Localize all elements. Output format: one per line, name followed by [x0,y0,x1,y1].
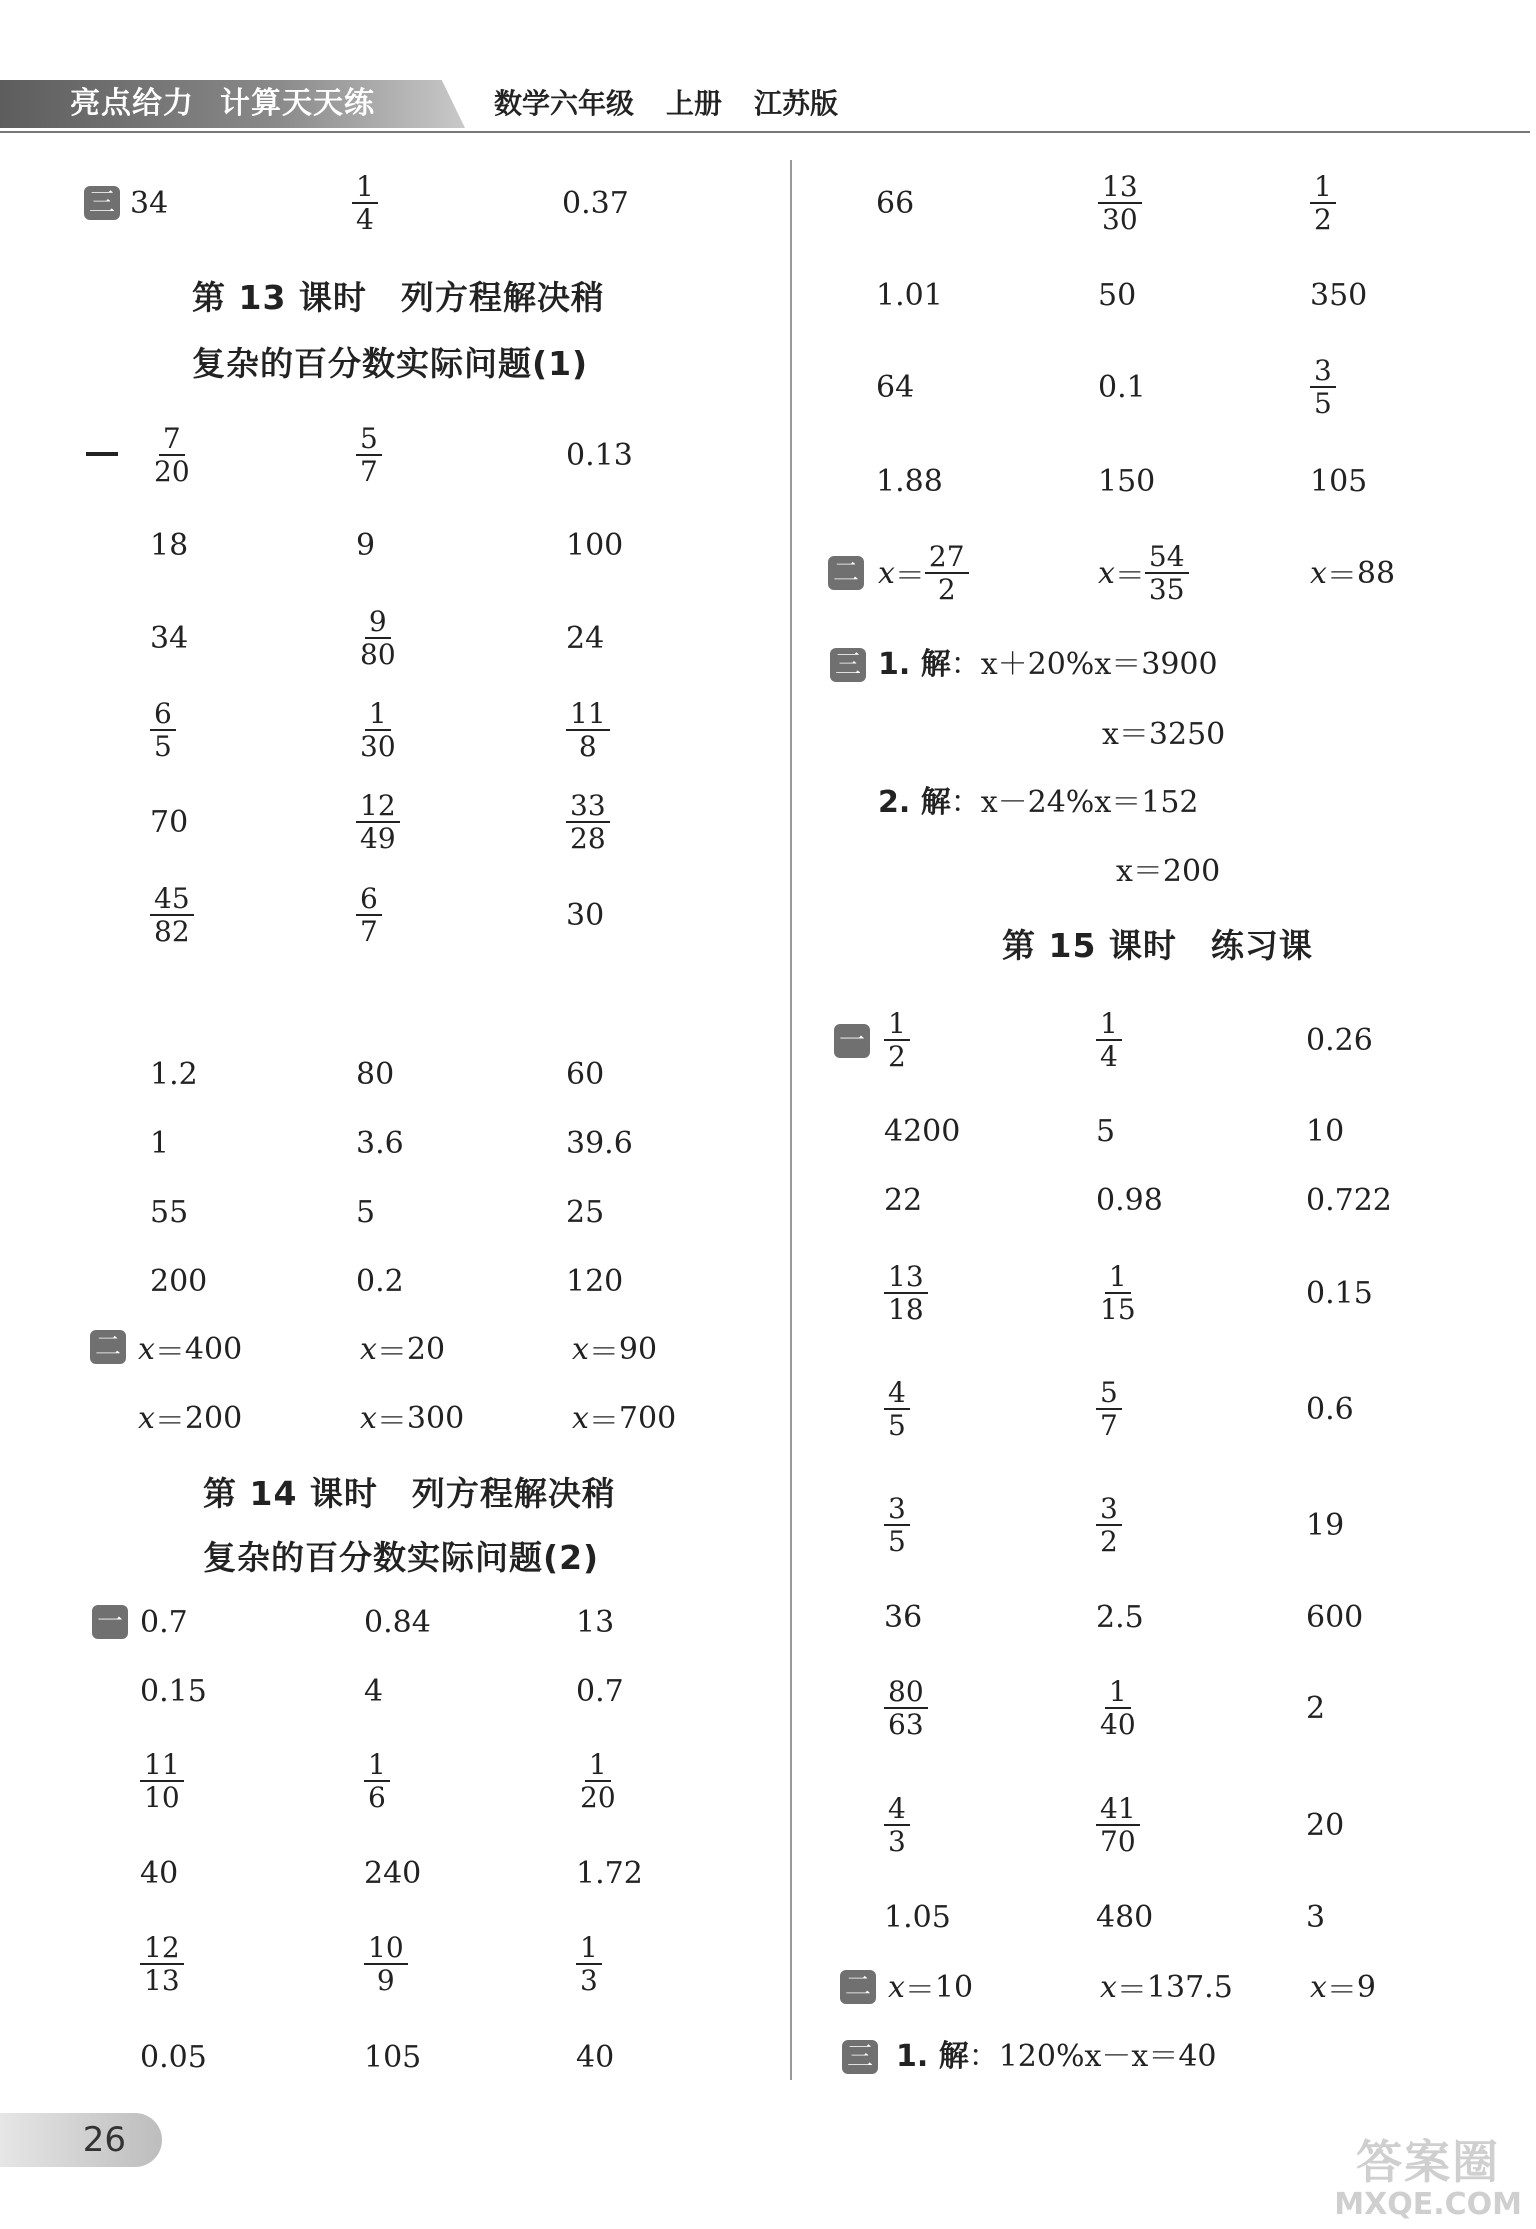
lesson14-title-line1: 第 14 课时 列方程解决稍 [203,1474,616,1513]
answer-cell: 480 [1096,1899,1154,1935]
fraction [884,1008,910,1073]
section-badge-san-prev: 三 [84,186,120,220]
denominator: 7 [1100,1409,1118,1442]
denominator: 30 [360,730,396,763]
fraction [1310,171,1336,236]
answer-cell [1096,1374,1122,1444]
numerator: 1 [585,1749,611,1782]
numerator: 5 [1096,1377,1122,1410]
denominator: 8 [578,730,597,763]
fraction [1098,171,1142,236]
variable: x [138,1331,155,1367]
watermark [1334,2137,1522,2221]
answer-cell: 70 [150,804,189,840]
denominator: 35 [1148,573,1185,606]
value: 10 [934,1969,974,2005]
answer-cell: 34 [130,185,169,221]
lesson14-problem2-solution: x＝200 [1116,854,1221,889]
answer-cell: 0.26 [1306,1022,1373,1058]
equals-sign: ＝ [1326,1973,1357,2008]
answer-cell: 0.84 [364,1604,431,1640]
answer-cell: 0.2 [356,1263,404,1299]
fraction [356,883,382,948]
numerator: 4 [884,1377,910,1410]
answer-cell: 1.05 [884,1899,951,1935]
answer-cell: 0.98 [1096,1182,1163,1218]
lesson13-title-line2: 复杂的百分数实际问题(1) [192,344,589,383]
denominator: 82 [154,915,190,948]
answer-cell: 105 [1310,463,1368,499]
lesson14-part1-badge: 一 [92,1605,128,1639]
answer-cell [356,603,400,673]
fraction [1096,1676,1140,1741]
answer-cell [1096,1258,1140,1328]
answer-cell: 1.88 [876,463,943,499]
value: 20 [406,1331,446,1367]
denominator: 49 [360,822,396,855]
answer-cell: 0.7 [576,1673,624,1709]
answer-cell [884,1374,910,1444]
answer-cell: 3 [1306,1899,1326,1935]
variable: x [1100,1969,1117,2005]
equals-sign: ＝ [1116,1973,1147,2008]
variable: x [1310,555,1327,591]
fraction [884,1676,928,1741]
answer-row [0,1258,1536,1328]
fraction [884,1261,928,1326]
lesson15-part3-badge: 三 [842,2040,878,2074]
answer-cell: 24 [566,620,605,656]
answer-cell: 0.15 [140,1673,207,1709]
header-brand [70,84,375,124]
numerator: 1 [364,1749,390,1782]
answer-cell: 1 [150,1125,170,1161]
numerator: 1 [884,1008,910,1041]
denominator: 3 [580,1964,598,1997]
answer-cell: 34 [150,620,189,656]
fraction [1096,1493,1122,1558]
answer-cell: 120 [566,1263,624,1299]
answer-row [0,446,1536,516]
variable: x [360,1331,377,1367]
answer-row [0,1882,1536,1952]
answer-row [0,260,1536,330]
numerator: 27 [925,541,969,574]
variable: x [572,1400,589,1436]
answer-cell: 0.13 [566,437,633,473]
fraction [1145,541,1189,606]
denominator: 40 [1100,1708,1136,1741]
denominator: 63 [888,1708,924,1741]
brand-name: 亮点给力 [70,86,194,121]
denominator: 20 [154,455,190,488]
denominator: 9 [376,1964,395,1997]
answer-row [0,1374,1536,1444]
answer-row [0,1490,1536,1560]
numerator: 1 [352,171,378,204]
answer-row [0,1165,1536,1235]
answer-cell [566,787,610,857]
answer-cell: 150 [1098,463,1156,499]
equals-sign: ＝ [376,1404,407,1439]
answer-cell: 0.6 [1306,1391,1354,1427]
numerator: 10 [364,1932,408,1965]
answer-cell: 5 [356,1194,376,1230]
numerator: 1 [365,698,391,731]
problem1-label: 1. 解 [878,647,951,682]
answer-cell [1096,1673,1140,1743]
equals-sign: ＝ [588,1335,619,1370]
denominator: 2 [1314,203,1332,236]
answer-cell [878,538,969,608]
answer-cell: 1.72 [576,1855,643,1891]
answer-cell: 200 [150,1263,208,1299]
answer-row [0,1673,1536,1743]
answer-cell [1100,1952,1233,2022]
answer-cell [1096,1005,1122,1075]
lesson14-title-line2: 复杂的百分数实际问题(2) [203,1538,600,1577]
numerator: 11 [566,698,610,731]
value: 9 [1356,1969,1377,2005]
value: 700 [618,1400,677,1436]
answer-cell: 36 [884,1599,923,1635]
watermark-line2: MXQE.COM [1334,2187,1522,2222]
numerator: 3 [884,1493,910,1526]
answer-cell: 20 [1306,1807,1345,1843]
answer-cell: 350 [1310,277,1368,313]
answer-cell: 0.15 [1306,1275,1373,1311]
answer-cell [884,1005,910,1075]
variable: x [1310,1969,1327,2005]
problem2-label: 2. 解 [878,785,951,820]
answer-cell [1310,1952,1376,2022]
denominator: 13 [144,1964,180,1997]
fraction [356,698,400,763]
fraction [884,1493,910,1558]
answer-row [0,352,1536,422]
answer-cell: 13 [576,1604,615,1640]
numerator: 3 [1096,1493,1122,1526]
lesson14-part2-badge: 二 [828,556,864,590]
answer-cell: 105 [364,2039,422,2075]
value: 137.5 [1146,1969,1233,2005]
answer-row [0,168,1536,238]
denominator: 70 [1100,1825,1136,1858]
lesson15-title: 第 15 课时 练习课 [1002,926,1313,965]
lesson15-problem1 [896,2033,1217,2081]
fraction [356,606,400,671]
answer-row [0,787,1536,857]
value: 90 [618,1331,658,1367]
value: 400 [184,1331,243,1367]
answer-cell: 3.6 [356,1125,404,1161]
numerator: 1 [1105,1676,1131,1709]
numerator: 12 [140,1932,184,1965]
fraction [1096,1377,1122,1442]
answer-cell: 50 [1098,277,1137,313]
variable: x [138,1400,155,1436]
denominator: 6 [368,1781,386,1814]
answer-cell: 64 [876,369,915,405]
denominator: 2 [1100,1525,1118,1558]
fraction [150,698,176,763]
fraction [566,790,610,855]
answer-cell [884,1490,910,1560]
answer-cell [888,1952,973,2022]
denominator: 3 [888,1825,906,1858]
edition: 江苏版 [754,87,839,120]
numerator: 1 [1310,171,1336,204]
value: 200 [184,1400,243,1436]
denominator: 5 [1314,387,1332,420]
numerator: 45 [150,883,194,916]
lesson14-problem1 [878,641,1218,689]
answer-cell [1310,352,1336,422]
fraction [356,790,400,855]
answer-row [0,538,1536,608]
header-rule [0,131,1530,133]
answer-row [0,695,1536,765]
numerator: 11 [140,1749,184,1782]
denominator: 5 [888,1525,906,1558]
answer-cell: 18 [150,527,189,563]
answer-cell: 40 [140,1855,179,1891]
answer-cell: 80 [356,1056,395,1092]
denominator: 28 [570,822,606,855]
denominator: 18 [888,1293,924,1326]
denominator: 10 [144,1781,180,1814]
lesson14-problem1-solution: x＝3250 [1102,717,1226,752]
answer-cell: 0.722 [1306,1182,1392,1218]
answer-cell: 55 [150,1194,189,1230]
fraction [150,883,194,948]
answer-cell: 22 [884,1182,923,1218]
denominator: 7 [360,455,378,488]
answer-row [0,603,1536,673]
fraction [884,1793,910,1858]
answer-cell: 66 [876,185,915,221]
denominator: 2 [937,573,956,606]
answer-row [0,1952,1536,2022]
answer-cell: 240 [364,1855,422,1891]
answer-row [0,1005,1536,1075]
answer-cell: 19 [1306,1507,1345,1543]
answer-cell [1096,1790,1140,1860]
answer-cell [1310,538,1395,608]
variable: x [888,1969,905,2005]
answer-cell [1098,538,1189,608]
denominator: 5 [154,730,172,763]
answer-cell: 0.1 [1098,369,1146,405]
equals-sign: ＝ [894,559,925,594]
variable: x [360,1400,377,1436]
lesson13-part2-badge: 二 [90,1330,126,1364]
equals-sign: ＝ [1326,559,1357,594]
equals-sign: ＝ [904,1973,935,2008]
numerator: 1 [1096,1008,1122,1041]
denominator: 7 [360,915,378,948]
numerator: 3 [1310,355,1336,388]
answer-cell: 40 [576,2039,615,2075]
answer-cell [566,695,610,765]
variable: x [1098,555,1115,591]
watermark-line1: 答案圈 [1356,2135,1501,2190]
lesson14-problem2 [878,779,1199,827]
answer-row [0,1790,1536,1860]
series-name: 计算天天练 [220,86,375,121]
denominator: 5 [888,1409,906,1442]
numerator: 6 [356,883,382,916]
denominator: 20 [580,1781,616,1814]
numerator: 1 [576,1932,602,1965]
answer-cell [356,880,382,950]
denominator: 2 [888,1040,906,1073]
answer-cell [884,1790,910,1860]
header-book-info [494,84,838,124]
fraction [566,698,610,763]
answer-cell [884,1673,928,1743]
denominator: 15 [1100,1293,1136,1326]
numerator: 54 [1145,541,1189,574]
numerator: 7 [159,423,185,456]
numerator: 1 [1105,1261,1131,1294]
denominator: 30 [1102,203,1138,236]
equals-sign: ＝ [588,1404,619,1439]
numerator: 80 [884,1676,928,1709]
answer-cell: 30 [566,897,605,933]
fraction [884,1377,910,1442]
answer-cell: 39.6 [566,1125,633,1161]
equals-sign: ＝ [154,1335,185,1370]
fraction [1096,1008,1122,1073]
numerator: 13 [1098,171,1142,204]
lesson15-problem1-label: 1. 解 [896,2039,969,2074]
denominator: 4 [1100,1040,1118,1073]
fraction [925,541,969,606]
numerator: 5 [356,423,382,456]
answer-cell [150,880,194,950]
answer-cell [1096,1490,1122,1560]
answer-cell [356,695,400,765]
numerator: 12 [356,790,400,823]
variable: x [572,1331,589,1367]
fraction [1096,1793,1140,1858]
answer-cell: 1.2 [150,1056,198,1092]
numerator: 41 [1096,1793,1140,1826]
answer-cell [1310,168,1336,238]
fraction [1310,355,1336,420]
lesson15-part2-badge: 二 [840,1970,876,2004]
answer-cell [884,1258,928,1328]
problem2-equation: ：x－24%x＝152 [950,785,1199,820]
answer-cell: 4 [364,1673,384,1709]
answer-row [0,1096,1536,1166]
page-number: 26 [0,2113,162,2167]
answer-cell: 2.5 [1096,1599,1144,1635]
subject-grade: 数学六年级 [494,87,635,120]
value: 88 [1356,555,1396,591]
answer-cell [356,787,400,857]
numerator: 9 [365,606,391,639]
answer-cell: 1.01 [876,277,943,313]
lesson15-problem1-equation: ：120%x－x＝40 [968,2039,1217,2074]
numerator: 6 [150,698,176,731]
answer-cell: 60 [566,1056,605,1092]
lesson13-title-line1: 第 13 课时 列方程解决稍 [192,278,605,317]
problem1-equation: ：x＋20%x＝3900 [950,647,1218,682]
answer-cell: 0.05 [140,2039,207,2075]
equals-sign: ＝ [154,1404,185,1439]
answer-cell: 600 [1306,1599,1364,1635]
answer-cell: 9 [356,527,376,563]
answer-cell [1098,168,1142,238]
numerator: 13 [884,1261,928,1294]
fraction [1096,1261,1140,1326]
answer-cell [150,695,176,765]
answer-cell: 0.7 [140,1604,188,1640]
equals-sign: ＝ [1114,559,1145,594]
value: 300 [406,1400,465,1436]
answer-cell: 0.37 [562,185,629,221]
equals-sign: ＝ [376,1335,407,1370]
numerator: 4 [884,1793,910,1826]
answer-row [0,1582,1536,1652]
denominator: 4 [356,203,374,236]
volume: 上册 [666,87,723,120]
answer-cell: 25 [566,1194,605,1230]
answer-cell: 5 [1096,1113,1116,1149]
answer-cell: 4200 [884,1113,961,1149]
answer-cell: 10 [1306,1113,1345,1149]
denominator: 80 [360,638,396,671]
lesson15-part1-badge: 一 [834,1024,870,1058]
variable: x [878,555,895,591]
answer-cell: 2 [1306,1690,1326,1726]
lesson14-part3-badge: 三 [830,648,866,682]
answer-cell: 100 [566,527,624,563]
answer-row [0,2022,1536,2092]
numerator: 33 [566,790,610,823]
